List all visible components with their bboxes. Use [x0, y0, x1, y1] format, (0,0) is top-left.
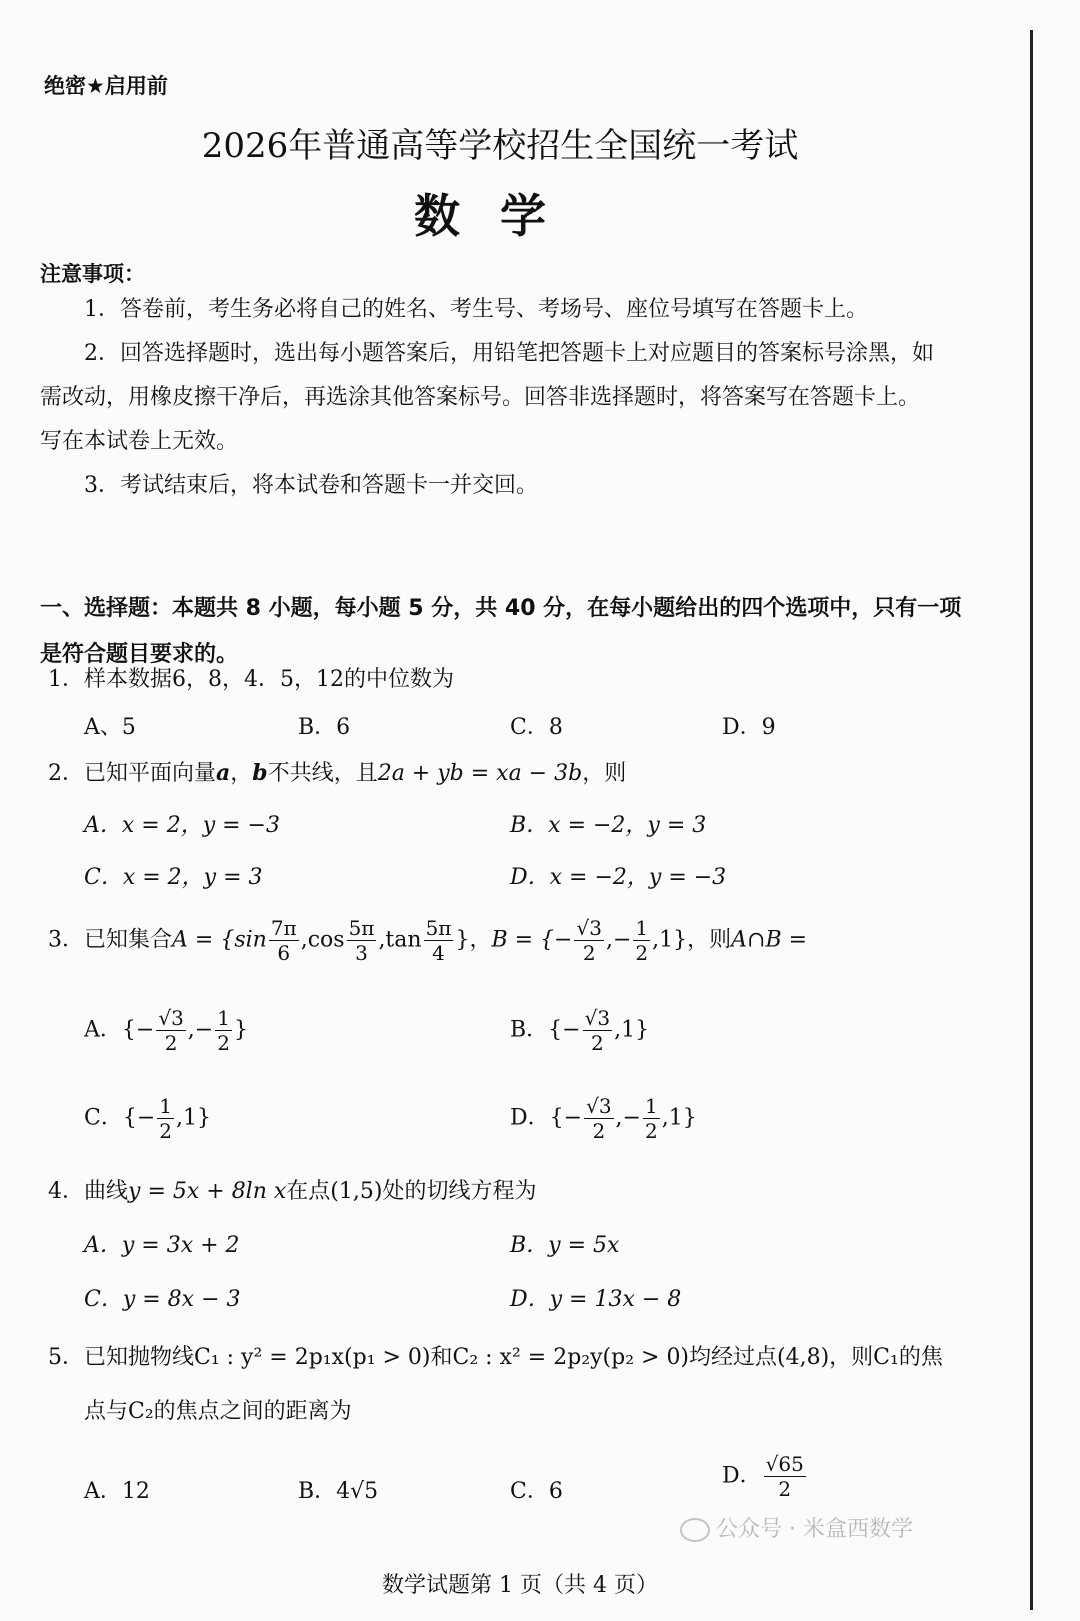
fraction-numerator: √3: [576, 916, 602, 940]
fraction: [215, 1006, 232, 1055]
fraction-denominator: 2: [592, 1119, 606, 1143]
fraction-numerator: 1: [159, 1094, 173, 1118]
q4-option-c: C．y = 8x − 3: [84, 1287, 241, 1312]
watermark-text: 公众号 · 米盒西数学: [716, 1517, 913, 1542]
q3-text: ，则: [687, 927, 732, 953]
option-label: D．: [722, 1463, 762, 1489]
q2-option-d: D．x = −2，y = −3: [510, 865, 727, 890]
q2-option-b: B．x = −2，y = 3: [510, 813, 707, 838]
option-label: D．: [510, 1105, 550, 1131]
fraction-denominator: 2: [159, 1119, 173, 1143]
option-label: C．: [84, 1105, 123, 1131]
fraction-denominator: 4: [432, 941, 445, 965]
question-4: [48, 1174, 536, 1205]
q1-option-b: B．6: [298, 715, 351, 740]
q3-number: 3．: [48, 927, 84, 953]
fraction: [764, 1452, 806, 1501]
fraction: [584, 1094, 613, 1143]
q5-option-d: [722, 1452, 808, 1501]
vector-a: a: [216, 760, 231, 786]
fraction: [574, 916, 603, 965]
question-2: [48, 756, 626, 787]
question-1: 1．样本数据6，8，4．5，12的中位数为: [48, 667, 454, 692]
fraction: [156, 1006, 185, 1055]
set-a-close: }: [455, 927, 470, 953]
exam-title: 2026年普通高等学校招生全国统一考试: [201, 126, 799, 166]
fraction-numerator: 5π: [348, 916, 375, 940]
fraction-numerator: √3: [584, 1006, 611, 1030]
fraction: [269, 916, 299, 965]
fraction-numerator: 1: [644, 1094, 658, 1118]
set-b-mid: ,−: [605, 927, 632, 953]
option-label: A．: [84, 1017, 122, 1043]
option-mid: ,−: [615, 1105, 641, 1131]
wechat-icon: [680, 1518, 710, 1542]
q2-option-c: C．x = 2，y = 3: [84, 865, 263, 890]
q2-text: 不共线，且: [267, 761, 378, 786]
question-5-line1: 5．已知抛物线C₁ : y² = 2p₁x(p₁ > 0)和C₂ : x² = 2p₂y(p₂ > 0)均经过点(4,8)，则C₁的焦: [48, 1345, 943, 1370]
q3-option-c: [84, 1094, 211, 1143]
option-label: B．: [510, 1017, 549, 1043]
q5-option-a: A．12: [84, 1479, 150, 1504]
fraction-numerator: 7π: [270, 916, 297, 940]
q4-text: 曲线: [84, 1179, 129, 1204]
q3-option-d: [510, 1094, 697, 1143]
fraction: [583, 1006, 612, 1055]
option-close: ,1}: [614, 1017, 650, 1043]
fraction-denominator: 2: [590, 1031, 604, 1055]
q3-option-a: [84, 1006, 248, 1055]
q4-option-a: A．y = 3x + 2: [84, 1233, 240, 1258]
q3-option-b: [510, 1006, 649, 1055]
secret-label: 绝密★启用前: [44, 74, 168, 98]
fraction-denominator: 2: [644, 1119, 658, 1143]
fraction-numerator: 5π: [425, 916, 452, 940]
set-b-close: ,1}: [652, 927, 688, 953]
q1-option-c: C．8: [510, 715, 563, 740]
notes-heading: 注意事项：: [40, 262, 145, 286]
section-heading: 一、选择题：本题共 8 小题，每小题 5 分，共 40 分，在每小题给出的四个选项中，只有一项是符合题目要求的。: [40, 596, 962, 667]
page-footer: 数学试题第 1 页（共 4 页）: [382, 1573, 658, 1598]
option-close: ,1}: [661, 1105, 697, 1131]
question-3: [48, 916, 807, 965]
question-5-line2: 点与C₂的焦点之间的距离为: [84, 1399, 352, 1424]
tan-label: ,tan: [378, 927, 422, 953]
fraction-denominator: 2: [635, 941, 649, 965]
fraction-denominator: 6: [277, 941, 291, 965]
q4-number: 4．: [48, 1179, 84, 1204]
note-item: 1．答卷前，考生务必将自己的姓名、考生号、考场号、座位号填写在答题卡上。: [84, 297, 868, 322]
fraction-denominator: 2: [582, 941, 596, 965]
fraction-denominator: 2: [778, 1477, 792, 1501]
q4-text: 在点(1,5)处的切线方程为: [286, 1179, 537, 1204]
option-mid: ,−: [187, 1017, 214, 1043]
fraction: [157, 1094, 174, 1143]
q2-option-a: A．x = 2，y = −3: [84, 813, 280, 838]
fraction: [633, 916, 650, 965]
note-item: 3．考试结束后，将本试卷和答题卡一并交回。: [84, 473, 538, 498]
binding-line: [1030, 30, 1033, 1610]
fraction-numerator: 1: [635, 916, 649, 940]
fraction-numerator: √3: [586, 1094, 612, 1118]
intersection-expr: A∩B =: [731, 927, 808, 953]
q2-text: 已知平面向量: [84, 761, 217, 786]
q5-option-c: C．6: [510, 1479, 563, 1504]
q4-option-d: D．y = 13x − 8: [510, 1287, 682, 1312]
fraction-numerator: 1: [217, 1006, 230, 1030]
option-lead: {−: [121, 1017, 155, 1043]
option-close: ,1}: [176, 1105, 212, 1131]
fraction: [347, 916, 377, 965]
option-lead: {−: [549, 1105, 583, 1131]
q3-text: 已知集合: [84, 927, 173, 953]
q2-equation: 2a + yb = xa − 3b: [377, 761, 583, 786]
q1-option-a: A、5: [84, 715, 136, 740]
q2-number: 2．: [48, 761, 84, 786]
vector-b: b: [252, 760, 268, 786]
set-b-lead: B = {−: [491, 927, 573, 953]
fraction-denominator: 2: [217, 1031, 230, 1055]
set-a-lead: A = {sin: [172, 927, 267, 953]
subject-title: 数学: [414, 189, 586, 243]
fraction-numerator: √3: [158, 1006, 184, 1030]
watermark: [680, 1512, 913, 1543]
fraction: [643, 1094, 660, 1143]
option-lead: {−: [548, 1017, 581, 1043]
q2-sep: ，: [230, 761, 253, 786]
option-lead: {−: [122, 1105, 156, 1131]
q1-option-d: D．9: [722, 715, 776, 740]
fraction: [424, 916, 454, 965]
q4-option-b: B．y = 5x: [510, 1233, 620, 1258]
q2-text: ，则: [582, 761, 627, 786]
q3-comma: ，: [469, 927, 492, 953]
q5-option-b: B．4√5: [298, 1479, 379, 1504]
fraction-denominator: 2: [164, 1031, 178, 1055]
cos-label: ,cos: [300, 927, 345, 953]
option-close: }: [233, 1017, 248, 1043]
curve-equation: y = 5x + 8ln x: [128, 1179, 287, 1204]
note-item: 2．回答选择题时，选出每小题答案后，用铅笔把答题卡上对应题目的答案标号涂黑，如需改动，用橡皮擦干净后，再选涂其他答案标号。回答非选择题时，将答案写在答题卡上。写在本试卷上无效。: [40, 341, 934, 454]
fraction-numerator: √65: [765, 1452, 804, 1476]
fraction-denominator: 3: [355, 941, 368, 965]
